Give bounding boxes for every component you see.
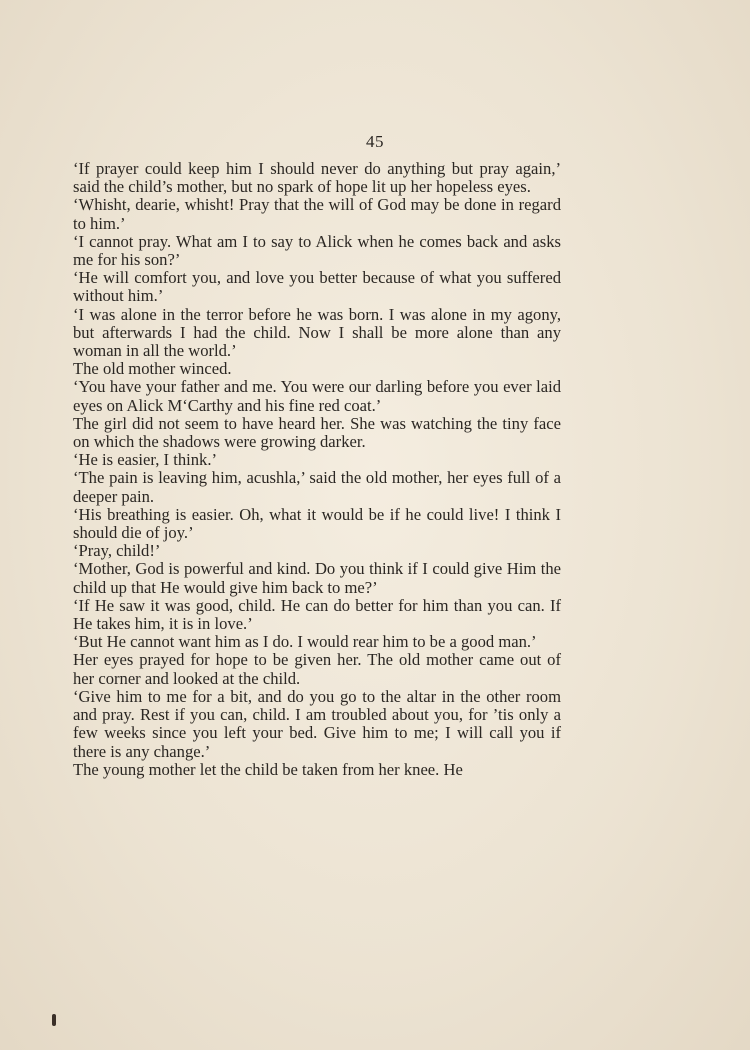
page-text	[73, 160, 561, 779]
paragraph: ‘Give him to me for a bit, and do you go to the altar in the other room and pray. Rest if you can, child. I am troubled about you, for ’tis only a few weeks since you left your bed. Give him to me; I will call you if there is any change.’	[73, 686, 561, 761]
paragraph: ‘His breathing is easier. Oh, what it would be if he could live! I think I should die of joy.’	[73, 504, 561, 543]
paragraph: Her eyes prayed for hope to be given her. The old mother came out of her corner and looked at the child.	[73, 650, 561, 688]
paragraph: ‘The pain is leaving him, acushla,’ said the old mother, her eyes full of a deeper pain.	[73, 468, 561, 506]
paragraph: ‘Whisht, dearie, whisht! Pray that the will of God may be done in regard to him.’	[73, 195, 561, 233]
paragraph: ‘I cannot pray. What am I to say to Alick when he comes back and asks me for his son?’	[73, 231, 561, 270]
paragraph: ‘Mother, God is powerful and kind. Do you think if I could give Him the child up that He would give him back to me?’	[73, 559, 561, 597]
paragraph: The girl did not seem to have heard her. She was watching the tiny face on which the shadows were growing darker.	[73, 413, 561, 452]
paragraph: ‘Pray, child!’	[73, 541, 161, 561]
paragraph: ‘If prayer could keep him I should never do anything but pray again,’ said the child’s mother, but no spark of hope lit up her hopeless eyes.	[73, 159, 561, 197]
paragraph: The old mother winced.	[73, 359, 232, 379]
paragraph: ‘I was alone in the terror before he was born. I was alone in my agony, but afterwards I had the child. Now I shall be more alone than any woman in all the world.’	[73, 304, 561, 361]
paragraph: ‘You have your father and me. You were our darling before you ever laid eyes on Alick M‘Carthy and his fine red coat.’	[73, 377, 561, 415]
paragraph: ‘But He cannot want him as I do. I would rear him to be a good man.’	[73, 632, 537, 652]
paragraph: ‘He will comfort you, and love you better because of what you suffered without him.’	[73, 268, 561, 306]
paragraph: ‘If He saw it was good, child. He can do better for him than you can. If He takes him, it is in love.’	[73, 595, 561, 634]
page-number: 45	[366, 132, 384, 151]
paragraph: ‘He is easier, I think.’	[73, 450, 218, 470]
paragraph: The young mother let the child be taken from her knee. He	[73, 759, 463, 779]
ink-mark	[52, 1014, 56, 1026]
